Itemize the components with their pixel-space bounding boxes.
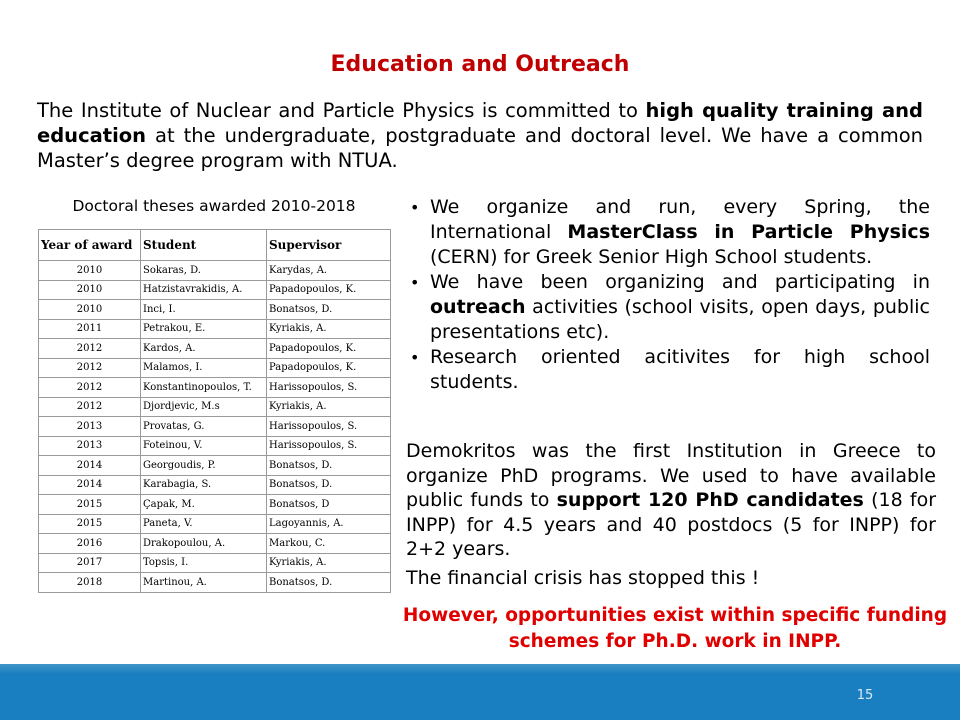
cell-student: Martinou, A.: [141, 573, 267, 593]
cell-year: 2015: [39, 495, 141, 515]
cell-supervisor: Papadopoulos, K.: [267, 339, 391, 359]
table-body: [39, 261, 391, 593]
table-row: [39, 534, 391, 554]
cell-student: Foteinou, V.: [141, 436, 267, 456]
demokritos-bold-text: support 120 PhD candidates: [556, 489, 864, 511]
table-row: [39, 319, 391, 339]
intro-text-2: at the undergraduate, postgraduate and doctoral level. We have a common Master’s degree program with NTUA.: [37, 124, 923, 172]
cell-year: 2012: [39, 339, 141, 359]
cell-student: Georgoudis, P.: [141, 456, 267, 476]
bullet-bold-text: MasterClass in Particle Physics: [567, 221, 930, 243]
cell-supervisor: Lagoyannis, A.: [267, 514, 391, 534]
slide-title: Education and Outreach: [330, 52, 630, 77]
bullet-text-2: (CERN) for Greek Senior High School students.: [430, 246, 873, 268]
table-row: [39, 553, 391, 573]
cell-supervisor: Bonatsos, D.: [267, 300, 391, 320]
header-student: Student: [141, 230, 267, 261]
intro-bold-text: high quality training and education: [37, 99, 923, 147]
cell-year: 2015: [39, 514, 141, 534]
bullet-text-2: activities (school visits, open days, public presentations etc).: [430, 296, 930, 343]
outreach-bullet-list: [406, 195, 930, 395]
demokritos-text-2: (18 for INPP) for 4.5 years and 40 postdocs (5 for INPP) for 2+2 years.: [406, 489, 937, 560]
cell-supervisor: Papadopoulos, K.: [267, 358, 391, 378]
cell-year: 2016: [39, 534, 141, 554]
cell-student: Petrakou, E.: [141, 319, 267, 339]
cell-year: 2014: [39, 456, 141, 476]
cell-student: Kardos, A.: [141, 339, 267, 359]
cell-supervisor: Harissopoulos, S.: [267, 436, 391, 456]
cell-supervisor: Bonatsos, D.: [267, 456, 391, 476]
table-row: [39, 339, 391, 359]
table-row: [39, 358, 391, 378]
table-row: [39, 280, 391, 300]
table-row: [39, 573, 391, 593]
cell-student: Sokaras, D.: [141, 261, 267, 281]
cell-student: Paneta, V.: [141, 514, 267, 534]
cell-year: 2014: [39, 475, 141, 495]
table-row: [39, 300, 391, 320]
cell-year: 2010: [39, 280, 141, 300]
cell-supervisor: Bonatsos, D.: [267, 475, 391, 495]
intro-paragraph: [37, 98, 923, 173]
table-row: [39, 456, 391, 476]
cell-supervisor: Harissopoulos, S.: [267, 378, 391, 398]
bullet-item-research: [406, 345, 930, 395]
table-row: [39, 378, 391, 398]
cell-student: Konstantinopoulos, T.: [141, 378, 267, 398]
doctoral-theses-table: [38, 229, 391, 593]
cell-student: Inci, I.: [141, 300, 267, 320]
page-number: 15: [856, 688, 874, 703]
table-caption: Doctoral theses awarded 2010-2018: [72, 197, 356, 215]
table-row: [39, 261, 391, 281]
table-row: [39, 417, 391, 437]
table-row: [39, 514, 391, 534]
footer-bar: [0, 664, 960, 720]
table-header-row: [39, 230, 391, 261]
cell-student: Hatzistavrakidis, A.: [141, 280, 267, 300]
cell-year: 2012: [39, 358, 141, 378]
table-row: [39, 436, 391, 456]
cell-supervisor: Markou, C.: [267, 534, 391, 554]
bullet-text-1: Research oriented acitivites for high school students.: [430, 346, 930, 393]
cell-year: 2017: [39, 553, 141, 573]
cell-student: Çapak, M.: [141, 495, 267, 515]
bullet-item-outreach: [406, 270, 930, 345]
cell-supervisor: Kyriakis, A.: [267, 553, 391, 573]
header-supervisor: Supervisor: [267, 230, 391, 261]
cell-year: 2010: [39, 300, 141, 320]
opportunities-statement: However, opportunities exist within specific funding schemes for Ph.D. work in INPP.: [402, 605, 948, 652]
cell-year: 2018: [39, 573, 141, 593]
cell-year: 2013: [39, 436, 141, 456]
cell-supervisor: Bonatsos, D: [267, 495, 391, 515]
bullet-icon: •: [410, 348, 420, 367]
cell-year: 2013: [39, 417, 141, 437]
demokritos-text-1: Demokritos was the first Institution in Greece to organize PhD programs. We used to have available public funds to: [406, 440, 936, 511]
header-year: Year of award: [39, 230, 141, 261]
table-row: [39, 397, 391, 417]
cell-supervisor: Kyriakis, A.: [267, 397, 391, 417]
cell-student: Karabagia, S.: [141, 475, 267, 495]
bullet-text-1: We organize and run, every Spring, the International: [430, 196, 930, 243]
cell-student: Provatas, G.: [141, 417, 267, 437]
cell-supervisor: Harissopoulos, S.: [267, 417, 391, 437]
cell-student: Malamos, I.: [141, 358, 267, 378]
intro-text-1: The Institute of Nuclear and Particle Physics is committed to: [37, 99, 646, 122]
demokritos-paragraph: [406, 439, 936, 562]
cell-student: Drakopoulou, A.: [141, 534, 267, 554]
table-row: [39, 495, 391, 515]
cell-year: 2012: [39, 397, 141, 417]
cell-year: 2012: [39, 378, 141, 398]
bullet-text-1: We have been organizing and participating in: [430, 271, 930, 293]
bullet-icon: •: [410, 198, 420, 217]
bullet-icon: •: [410, 273, 420, 292]
cell-supervisor: Karydas, A.: [267, 261, 391, 281]
cell-supervisor: Kyriakis, A.: [267, 319, 391, 339]
cell-year: 2010: [39, 261, 141, 281]
crisis-statement: The financial crisis has stopped this !: [406, 567, 760, 589]
cell-student: Topsis, I.: [141, 553, 267, 573]
cell-student: Djordjevic, M.s: [141, 397, 267, 417]
cell-supervisor: Papadopoulos, K.: [267, 280, 391, 300]
cell-year: 2011: [39, 319, 141, 339]
bullet-bold-text: outreach: [430, 296, 526, 318]
cell-supervisor: Bonatsos, D.: [267, 573, 391, 593]
bullet-item-masterclass: [406, 195, 930, 270]
table-row: [39, 475, 391, 495]
